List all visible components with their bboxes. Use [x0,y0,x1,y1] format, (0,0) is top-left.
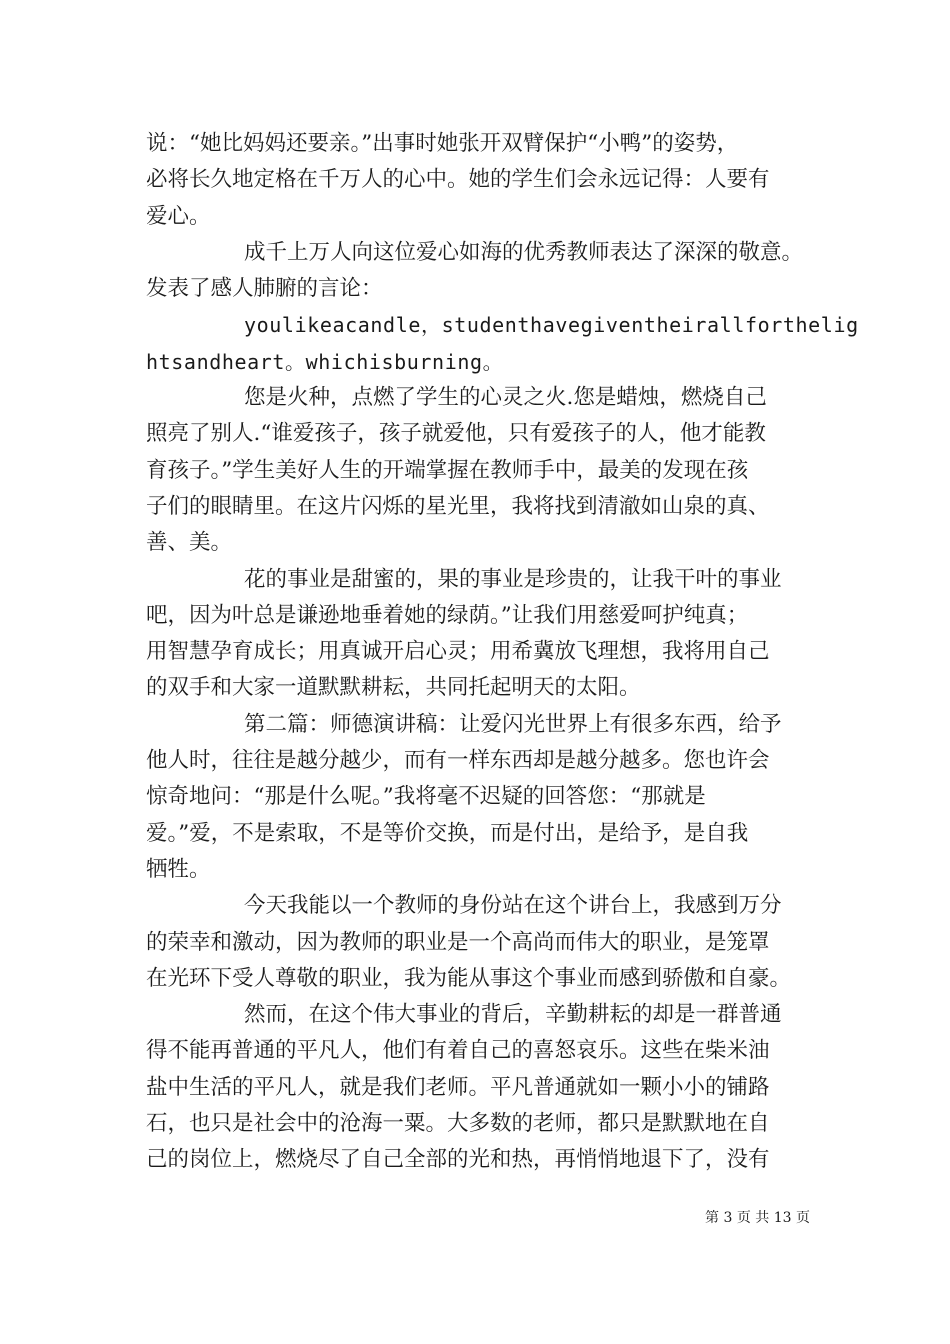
text-line: 说：“她比妈妈还要亲。”出事时她张开双臂保护“小鸭”的姿势， [146,131,739,156]
text-line: 用智慧孕育成长；用真诚开启心灵；用希冀放飞理想，我将用自己 [146,639,770,665]
paragraph-start-line: 您是火种，点燃了学生的心灵之火.您是蜡烛，燃烧自己 [244,385,767,411]
text-line: 爱心。 [146,203,211,229]
text-line: 己的岗位上，燃烧尽了自己全部的光和热，再悄悄地退下了，没有 [146,1147,770,1173]
text-line: 石，也只是社会中的沧海一粟。大多数的老师，都只是默默地在自 [146,1111,770,1137]
text-line: 发表了感人肺腑的言论： [146,276,383,302]
paragraph-start-line: 然而，在这个伟大事业的背后，辛勤耕耘的却是一群普通 [244,1002,782,1028]
text-line: 盐中生活的平凡人，就是我们老师。平凡普通就如一颗小小的铺路 [146,1074,770,1100]
text-line: 吧，因为叶总是谦逊地垂着她的绿荫。”让我们用慈爱呵护纯真； [146,602,749,628]
text-line: 照亮了别人.“谁爱孩子，孩子就爱他，只有爱孩子的人，他才能教 [146,421,766,447]
text-line: 爱。”爱，不是索取，不是等价交换，而是付出，是给予，是自我 [146,820,749,846]
paragraph-start-line: 今天我能以一个教师的身份站在这个讲台上，我感到万分 [244,893,782,919]
text-line: 得不能再普通的平凡人，他们有着自己的喜怒哀乐。这些在柴米油 [146,1038,770,1064]
text-line: 在光环下受人尊敬的职业，我为能从事这个事业而感到骄傲和自豪。 [146,965,792,991]
english-quote-line: htsandheart。whichisburning。 [146,349,504,374]
english-quote-line: youlikeacandle，studenthavegiventheirallforthelig [244,313,859,338]
text-line: 善、美。 [146,530,233,556]
text-line: 他人时，往往是越分越少，而有一样东西却是越分越多。您也许会 [146,748,770,774]
text-line: 牺牲。 [146,856,211,882]
text-line: 必将长久地定格在千万人的心中。她的学生们会永远记得：人要有 [146,167,770,193]
text-line: 育孩子。”学生美好人生的开端掌握在教师手中，最美的发现在孩 [146,457,749,483]
paragraph-start-line: 第二篇：师德演讲稿：让爱闪光世界上有很多东西，给予 [244,711,782,737]
text-line: 惊奇地问：“那是什么呢。”我将毫不迟疑的回答您：“那就是 [146,784,706,810]
document-body [146,126,859,1179]
text-line: 的荣幸和激动，因为教师的职业是一个高尚而伟大的职业，是笼罩 [146,929,770,955]
text-line: 子们的眼睛里。在这片闪烁的星光里，我将找到清澈如山泉的真、 [146,493,770,519]
paragraph-start-line: 花的事业是甜蜜的，果的事业是珍贵的，让我干叶的事业 [244,566,782,592]
page-number-footer: 第 3 页 共 13 页 [705,1210,810,1226]
paragraph-start-line: 成千上万人向这位爱心如海的优秀教师表达了深深的敬意。 [244,239,804,265]
text-line: 的双手和大家一道默默耕耘，共同托起明天的太阳。 [146,675,641,701]
